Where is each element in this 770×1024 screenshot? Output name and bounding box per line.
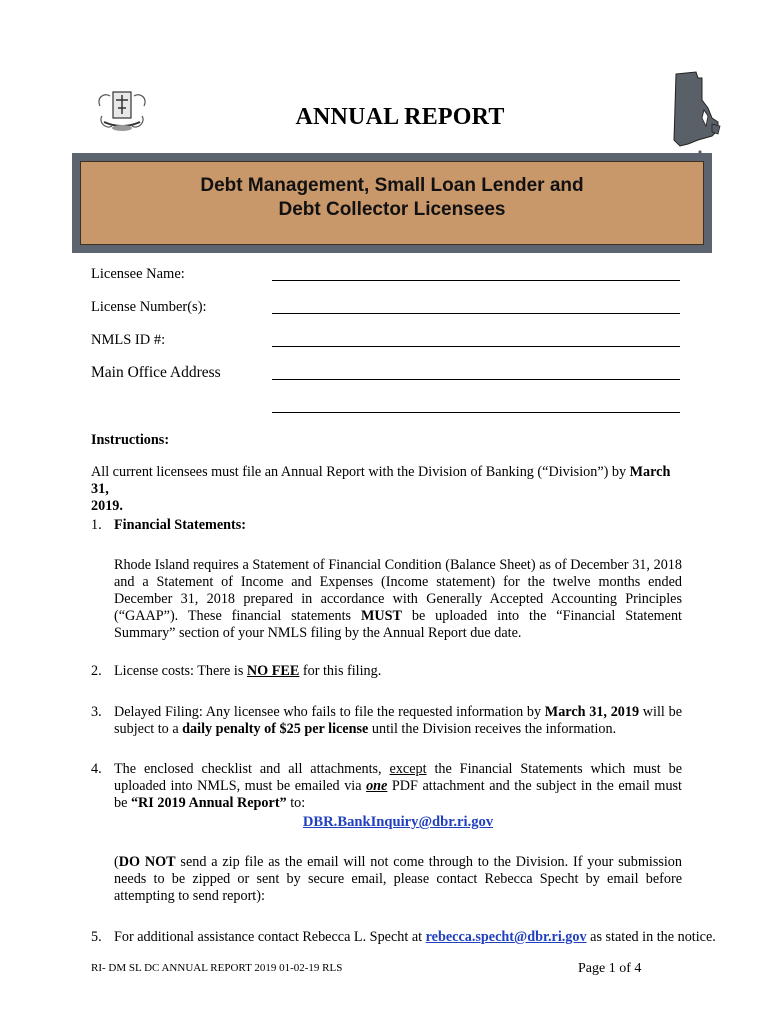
item-2-number: 2.	[91, 663, 102, 679]
item-4-text	[114, 761, 682, 812]
item-5-text	[114, 929, 716, 946]
nmls-id-label: NMLS ID #:	[91, 332, 166, 348]
license-numbers-field[interactable]	[272, 313, 680, 314]
item-1-must: MUST	[360, 608, 402, 624]
nmls-id-field[interactable]	[272, 346, 680, 347]
item-4-text-c: the Financial Statements which must be uploaded into NMLS, must be emailed via	[114, 761, 683, 794]
item-2-text-c: for this filing.	[299, 663, 382, 679]
footer-form-id: RI- DM SL DC ANNUAL REPORT 2019 01-02-19 RLS	[91, 962, 343, 974]
item-4-text-e: PDF attachment and the subject in the email must be	[114, 778, 682, 811]
intro-text: All current licensees must file an Annual Report with the Division of Banking (“Division”) by	[91, 464, 630, 480]
main-office-address-field[interactable]	[272, 379, 680, 380]
item-4-note	[114, 854, 682, 905]
item-4-text-g: to:	[286, 795, 306, 811]
banner-line-2: Debt Collector Licensees	[278, 199, 506, 220]
item-2-no-fee: NO FEE	[246, 663, 300, 679]
footer-page-number: Page 1 of 4	[578, 961, 642, 976]
item-3-number: 3.	[91, 704, 102, 720]
item-5-number: 5.	[91, 929, 102, 945]
item-1-text-a: Rhode Island requires a Statement of Financial Condition (Balance Sheet) as of December 31, 2018 and a Statement of Income and Expenses (Income statement) for the twelve months ended December 31, 2018 prepared in accordance with Generally Accepted Accounting Principles (“GAAP”). These financial statements	[114, 557, 682, 624]
banner-panel	[80, 161, 704, 245]
item-2-text	[114, 663, 682, 680]
item-4-number: 4.	[91, 761, 102, 777]
specht-email-link[interactable]: rebecca.specht@dbr.ri.gov	[425, 929, 587, 945]
item-4-do-not: DO NOT	[118, 854, 176, 870]
item-4-note-open: (	[114, 854, 119, 870]
instructions-intro	[91, 464, 691, 515]
item-4-subject: “RI 2019 Annual Report”	[130, 795, 287, 811]
item-3-text	[114, 704, 682, 738]
intro-deadline: March 31,	[91, 464, 671, 497]
title-banner	[72, 153, 712, 253]
instructions-heading: Instructions:	[91, 432, 170, 448]
item-3-text-c: will be subject to a	[114, 704, 682, 737]
licensee-name-field[interactable]	[272, 280, 680, 281]
license-numbers-label: License Number(s):	[91, 299, 207, 315]
item-2-text-a: License costs: There is	[114, 663, 247, 679]
banner-line-1: Debt Management, Small Loan Lender and	[200, 175, 584, 196]
item-4-except: except	[389, 761, 427, 777]
item-4-text-a: The enclosed checklist and all attachments,	[114, 761, 390, 777]
main-office-address-field-2[interactable]	[272, 412, 680, 413]
item-1-paragraph	[114, 557, 682, 642]
item-3-text-a: Delayed Filing: Any licensee who fails to file the requested information by	[114, 704, 545, 720]
item-3-text-e: until the Division receives the information.	[368, 721, 617, 737]
item-5-text-a: For additional assistance contact Rebecca L. Specht at	[114, 929, 426, 945]
page-title: ANNUAL REPORT	[295, 104, 505, 130]
main-office-address-label: Main Office Address	[91, 364, 221, 381]
item-5-text-b: as stated in the notice.	[586, 929, 716, 945]
intro-year: 2019.	[91, 498, 123, 514]
item-3-deadline: March 31, 2019	[544, 704, 640, 720]
item-1-heading: Financial Statements:	[114, 517, 247, 533]
item-4-one: one	[366, 778, 388, 794]
item-3-penalty: daily penalty of $25 per license	[182, 721, 369, 737]
bank-inquiry-email-link[interactable]: DBR.BankInquiry@dbr.ri.gov	[302, 814, 494, 830]
item-4-note-text: send a zip file as the email will not come through to the Division. If your submission needs to be zipped or sent by secure email, please contact Rebecca Specht by email before attempting to send report):	[114, 854, 682, 904]
item-1-text-c: be uploaded into the “Financial Statement Summary” section of your NMLS filing by the Annual Report due date.	[114, 608, 682, 641]
licensee-name-label: Licensee Name:	[91, 266, 185, 282]
item-1-number: 1.	[91, 517, 102, 533]
